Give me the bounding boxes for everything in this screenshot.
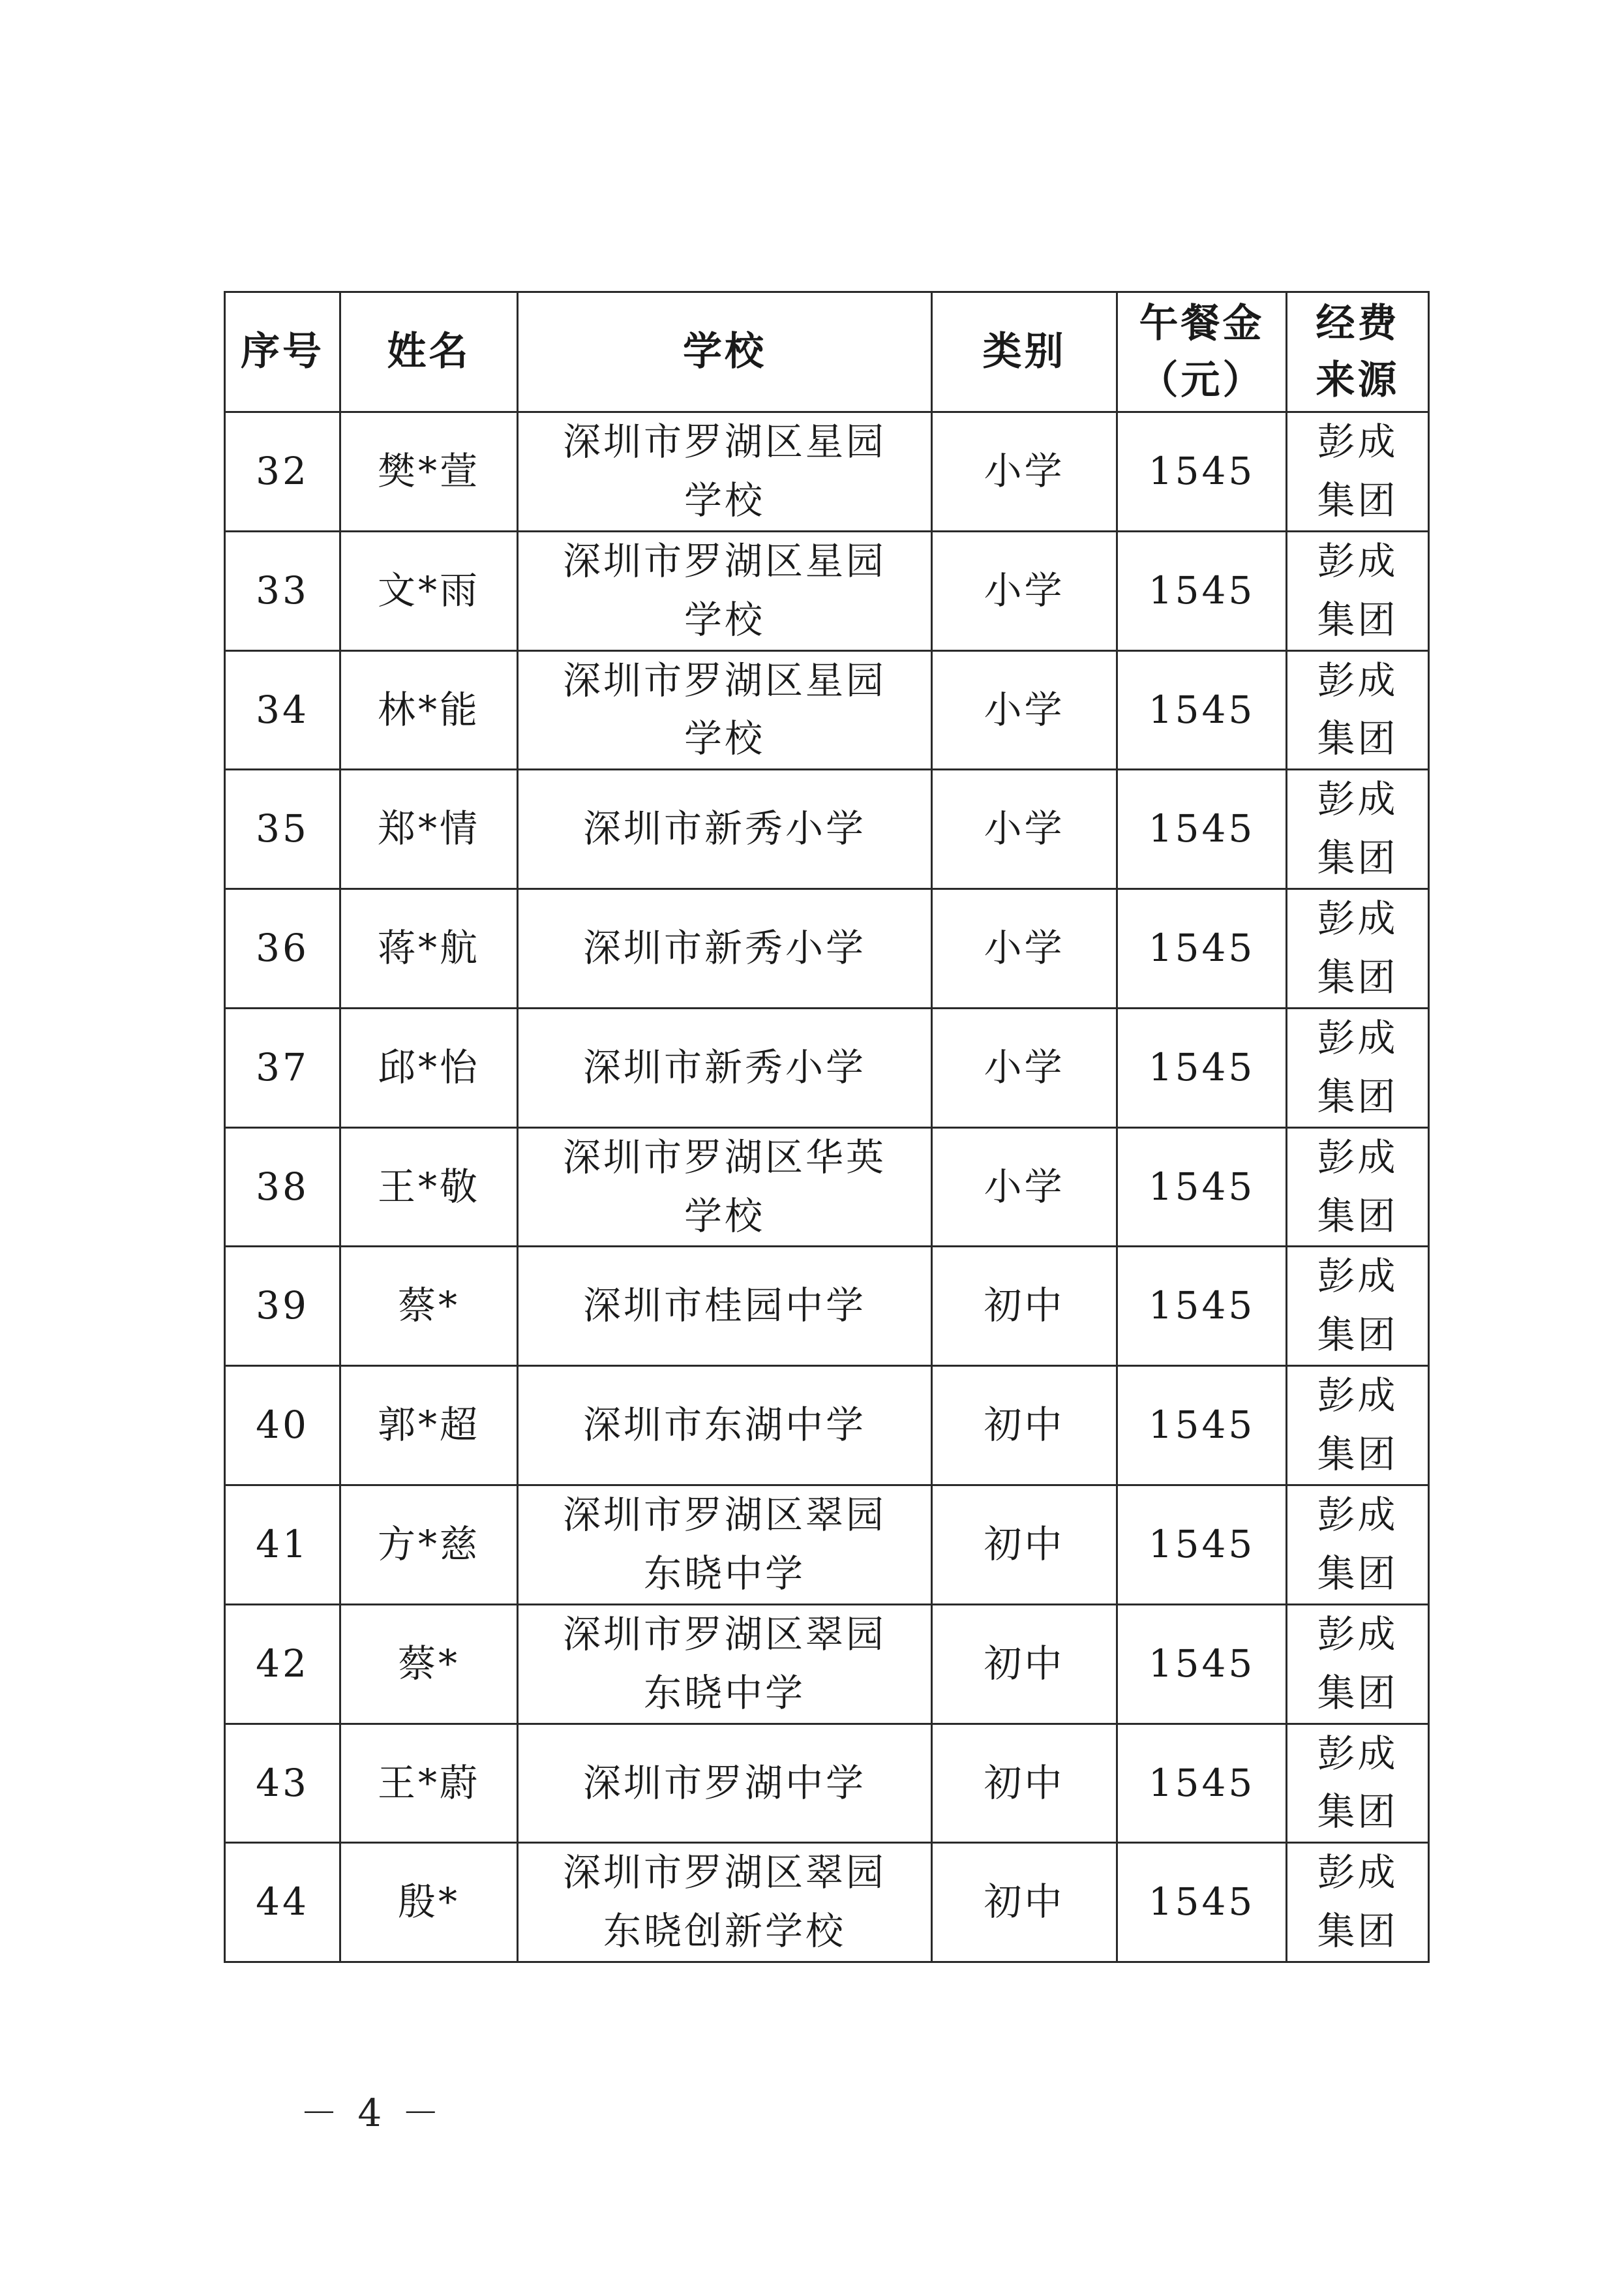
cell-amount <box>1117 1366 1287 1485</box>
cell-name <box>340 650 518 770</box>
table-header <box>225 292 1429 412</box>
cell-seq <box>225 1604 340 1724</box>
cell-seq-text: 38 <box>256 1164 309 1209</box>
cell-school <box>518 1485 932 1605</box>
cell-source <box>1287 770 1429 889</box>
header-seq <box>225 292 340 412</box>
cell-amount-text: 1545 <box>1148 1760 1256 1805</box>
cell-school <box>518 1724 932 1843</box>
cell-amount-text: 1545 <box>1148 1164 1256 1209</box>
cell-category <box>932 770 1117 889</box>
cell-seq-text: 36 <box>256 926 309 971</box>
cell-category-text: 初中 <box>984 1403 1065 1448</box>
cell-amount-text: 1545 <box>1148 687 1256 732</box>
header-school <box>518 292 932 412</box>
cell-amount-text: 1545 <box>1148 1044 1256 1089</box>
cell-name-text: 殷* <box>397 1879 460 1924</box>
cell-amount <box>1117 889 1287 1009</box>
cell-name <box>340 412 518 532</box>
table-row <box>225 412 1429 532</box>
header-name <box>340 292 518 412</box>
cell-school-text: 深圳市罗湖区翠园东晓中学 <box>562 1611 886 1715</box>
cell-school-text: 深圳市罗湖区华英学校 <box>562 1134 886 1238</box>
cell-school <box>518 770 932 889</box>
cell-name <box>340 1724 518 1843</box>
cell-amount <box>1117 1485 1287 1605</box>
cell-seq-text: 37 <box>256 1044 309 1089</box>
cell-school <box>518 1366 932 1485</box>
cell-amount-text: 1545 <box>1148 448 1256 493</box>
header-row <box>225 292 1429 412</box>
table-row <box>225 770 1429 889</box>
cell-amount <box>1117 1247 1287 1366</box>
cell-school <box>518 412 932 532</box>
cell-category-text: 小学 <box>984 806 1065 851</box>
cell-school <box>518 1008 932 1127</box>
cell-source-text: 彭成集团 <box>1317 1731 1398 1834</box>
table-row <box>225 1724 1429 1843</box>
cell-source-text: 彭成集团 <box>1317 658 1398 761</box>
cell-name-text: 郭*超 <box>377 1403 480 1448</box>
cell-school-text: 深圳市新秀小学 <box>582 806 866 851</box>
cell-school-text: 深圳市桂园中学 <box>582 1283 866 1328</box>
cell-school-text: 深圳市新秀小学 <box>582 926 866 971</box>
cell-source-text: 彭成集团 <box>1317 777 1398 881</box>
cell-name <box>340 1485 518 1605</box>
cell-name-text: 蒋*航 <box>377 926 480 971</box>
cell-category-text: 小学 <box>984 926 1065 971</box>
cell-school-text: 深圳市罗湖中学 <box>582 1760 866 1805</box>
cell-source <box>1287 412 1429 532</box>
cell-school-text: 深圳市新秀小学 <box>582 1044 866 1089</box>
cell-category <box>932 1247 1117 1366</box>
cell-amount <box>1117 650 1287 770</box>
cell-category-text: 初中 <box>984 1641 1065 1686</box>
cell-source-text: 彭成集团 <box>1317 1611 1398 1715</box>
cell-source-text: 彭成集团 <box>1317 1134 1398 1238</box>
table-body <box>225 412 1429 1962</box>
cell-seq-text: 34 <box>256 687 309 732</box>
cell-amount-text: 1545 <box>1148 1403 1256 1448</box>
cell-seq <box>225 650 340 770</box>
cell-amount-text: 1545 <box>1148 1283 1256 1328</box>
cell-source <box>1287 1127 1429 1247</box>
cell-category-text: 初中 <box>984 1879 1065 1924</box>
header-seq-label: 序号 <box>241 329 324 374</box>
cell-source <box>1287 1008 1429 1127</box>
cell-seq <box>225 1724 340 1843</box>
table-row <box>225 1008 1429 1127</box>
cell-seq <box>225 412 340 532</box>
cell-school-text: 深圳市东湖中学 <box>582 1403 866 1448</box>
cell-source-text: 彭成集团 <box>1317 1015 1398 1119</box>
cell-name-text: 邱*怡 <box>377 1044 480 1089</box>
table-row <box>225 1485 1429 1605</box>
cell-amount <box>1117 1604 1287 1724</box>
cell-seq-text: 33 <box>256 568 309 613</box>
cell-category <box>932 1366 1117 1485</box>
cell-seq <box>225 1247 340 1366</box>
cell-seq <box>225 1008 340 1127</box>
cell-source <box>1287 650 1429 770</box>
lunch-subsidy-table-container <box>224 291 1428 1963</box>
cell-category <box>932 1127 1117 1247</box>
header-name-label: 姓名 <box>387 329 471 374</box>
table-row <box>225 650 1429 770</box>
cell-source-text: 彭成集团 <box>1317 1254 1398 1358</box>
cell-source <box>1287 1247 1429 1366</box>
cell-category <box>932 412 1117 532</box>
cell-name <box>340 1843 518 1962</box>
cell-source <box>1287 1366 1429 1485</box>
cell-school-text: 深圳市罗湖区翠园东晓创新学校 <box>562 1850 886 1954</box>
cell-school-text: 深圳市罗湖区星园学校 <box>562 538 886 642</box>
cell-name <box>340 1008 518 1127</box>
cell-category <box>932 889 1117 1009</box>
cell-category-text: 小学 <box>984 687 1065 732</box>
cell-amount-text: 1545 <box>1148 806 1256 851</box>
cell-seq-text: 44 <box>256 1879 309 1924</box>
cell-seq-text: 42 <box>256 1641 309 1686</box>
header-school-label: 学校 <box>683 329 766 374</box>
cell-school <box>518 650 932 770</box>
cell-name-text: 郑*情 <box>377 806 480 851</box>
cell-category-text: 小学 <box>984 1164 1065 1209</box>
cell-category <box>932 1604 1117 1724</box>
cell-amount <box>1117 531 1287 650</box>
cell-school-text: 深圳市罗湖区星园学校 <box>562 419 886 523</box>
table-row <box>225 1604 1429 1724</box>
cell-amount <box>1117 770 1287 889</box>
cell-name <box>340 1127 518 1247</box>
cell-name-text: 王*敬 <box>377 1164 480 1209</box>
cell-source <box>1287 889 1429 1009</box>
header-category-label: 类别 <box>982 329 1066 374</box>
cell-name <box>340 889 518 1009</box>
cell-category <box>932 1724 1117 1843</box>
cell-name-text: 文*雨 <box>377 568 480 613</box>
cell-school <box>518 1843 932 1962</box>
cell-school-text: 深圳市罗湖区星园学校 <box>562 658 886 761</box>
cell-category <box>932 531 1117 650</box>
cell-source-text: 彭成集团 <box>1317 1493 1398 1596</box>
cell-category-text: 小学 <box>984 1044 1065 1089</box>
cell-amount-text: 1545 <box>1148 1641 1256 1686</box>
cell-school <box>518 1127 932 1247</box>
cell-seq <box>225 1366 340 1485</box>
cell-name <box>340 770 518 889</box>
header-amount-label: 午餐金（元） <box>1139 300 1265 403</box>
cell-name <box>340 1366 518 1485</box>
table-row <box>225 1366 1429 1485</box>
cell-category-text: 初中 <box>984 1521 1065 1566</box>
cell-seq <box>225 889 340 1009</box>
cell-seq <box>225 1843 340 1962</box>
cell-name <box>340 531 518 650</box>
cell-category <box>932 1485 1117 1605</box>
cell-school <box>518 889 932 1009</box>
cell-name-text: 蔡* <box>397 1641 460 1686</box>
header-source-label: 经费来源 <box>1316 300 1400 403</box>
cell-category-text: 初中 <box>984 1283 1065 1328</box>
cell-source <box>1287 1604 1429 1724</box>
cell-source-text: 彭成集团 <box>1317 896 1398 1000</box>
table-row <box>225 1127 1429 1247</box>
cell-seq-text: 39 <box>256 1283 309 1328</box>
cell-amount-text: 1545 <box>1148 926 1256 971</box>
cell-source-text: 彭成集团 <box>1317 1373 1398 1477</box>
cell-school <box>518 531 932 650</box>
cell-school <box>518 1247 932 1366</box>
cell-source <box>1287 1485 1429 1605</box>
table-row <box>225 531 1429 650</box>
table-row <box>225 1843 1429 1962</box>
cell-category <box>932 650 1117 770</box>
cell-source <box>1287 1843 1429 1962</box>
cell-seq <box>225 1485 340 1605</box>
cell-school-text: 深圳市罗湖区翠园东晓中学 <box>562 1493 886 1596</box>
cell-amount <box>1117 1724 1287 1843</box>
cell-name-text: 王*蔚 <box>377 1760 480 1805</box>
cell-source <box>1287 1724 1429 1843</box>
cell-name <box>340 1247 518 1366</box>
header-amount <box>1117 292 1287 412</box>
cell-name-text: 林*能 <box>377 687 480 732</box>
cell-amount <box>1117 1008 1287 1127</box>
cell-category-text: 小学 <box>984 448 1065 493</box>
cell-seq-text: 43 <box>256 1760 309 1805</box>
cell-seq <box>225 1127 340 1247</box>
cell-amount-text: 1545 <box>1148 1879 1256 1924</box>
cell-seq-text: 32 <box>256 448 309 493</box>
cell-name <box>340 1604 518 1724</box>
table-row <box>225 1247 1429 1366</box>
cell-source-text: 彭成集团 <box>1317 1850 1398 1954</box>
cell-category-text: 初中 <box>984 1760 1065 1805</box>
page-number: － 4 － <box>300 2091 444 2135</box>
cell-seq-text: 40 <box>256 1403 309 1448</box>
cell-school <box>518 1604 932 1724</box>
cell-seq <box>225 531 340 650</box>
cell-seq-text: 41 <box>256 1521 309 1566</box>
cell-amount <box>1117 412 1287 532</box>
cell-amount <box>1117 1843 1287 1962</box>
cell-seq-text: 35 <box>256 806 309 851</box>
cell-amount-text: 1545 <box>1148 568 1256 613</box>
header-category <box>932 292 1117 412</box>
cell-source-text: 彭成集团 <box>1317 538 1398 642</box>
cell-name-text: 方*慈 <box>377 1521 480 1566</box>
cell-category-text: 小学 <box>984 568 1065 613</box>
cell-amount <box>1117 1127 1287 1247</box>
cell-source-text: 彭成集团 <box>1317 419 1398 523</box>
cell-amount-text: 1545 <box>1148 1521 1256 1566</box>
header-source <box>1287 292 1429 412</box>
cell-category <box>932 1008 1117 1127</box>
cell-seq <box>225 770 340 889</box>
table-row <box>225 889 1429 1009</box>
cell-name-text: 蔡* <box>397 1283 460 1328</box>
lunch-subsidy-table <box>224 291 1430 1963</box>
cell-category <box>932 1843 1117 1962</box>
cell-name-text: 樊*萱 <box>377 448 480 493</box>
cell-source <box>1287 531 1429 650</box>
